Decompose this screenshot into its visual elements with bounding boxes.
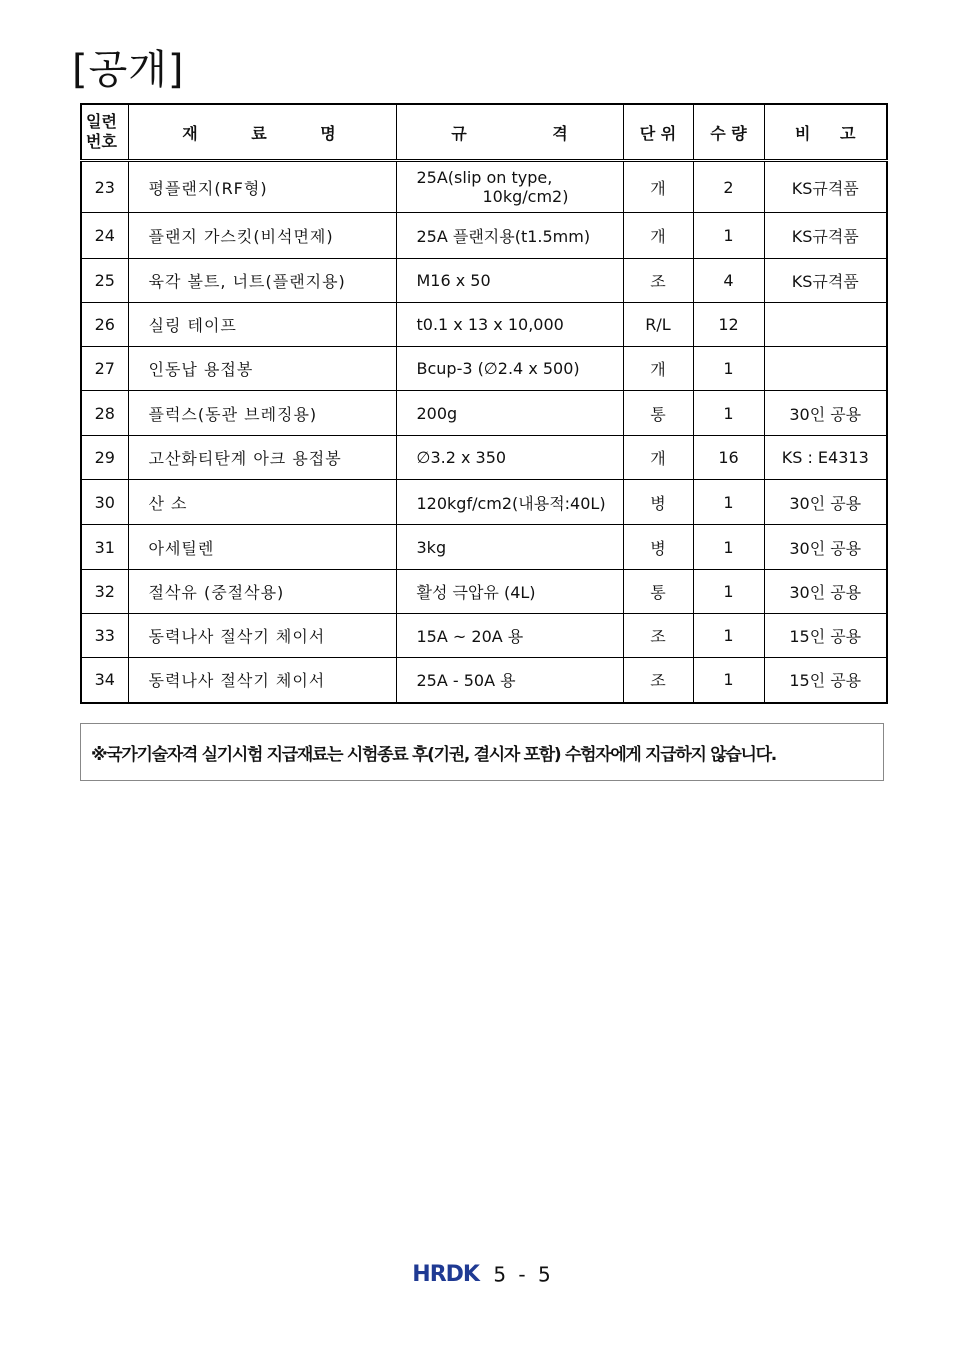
row-unit: 조 [623, 658, 693, 703]
row-material-name: 플랜지 가스킷(비석면제) [128, 213, 396, 259]
row-unit: 조 [623, 614, 693, 658]
row-material-name: 고산화티탄계 아크 용접봉 [128, 436, 396, 480]
row-unit: 병 [623, 525, 693, 570]
row-spec-line1: 25A(slip on type, [416, 168, 553, 187]
header-spec: 규 격 [396, 104, 623, 161]
row-quantity: 1 [693, 658, 764, 703]
row-number: 27 [81, 347, 128, 391]
table-row [81, 658, 887, 703]
table-row [81, 213, 887, 259]
row-spec: 25A - 50A 용 [396, 658, 623, 703]
table-row [81, 436, 887, 480]
row-note: 15인 공용 [764, 658, 887, 703]
row-unit: 통 [623, 391, 693, 436]
row-quantity: 1 [693, 213, 764, 259]
row-spec: 25A 플랜지용(t1.5mm) [396, 213, 623, 259]
header-quantity: 수 량 [693, 104, 764, 161]
table-row [81, 161, 887, 213]
row-spec: 3kg [396, 525, 623, 570]
row-number: 24 [81, 213, 128, 259]
row-quantity: 1 [693, 570, 764, 614]
header-serial-number [81, 104, 128, 161]
table-header-row [81, 104, 887, 161]
row-quantity: 1 [693, 347, 764, 391]
row-note: KS : E4313 [764, 436, 887, 480]
table-row [81, 347, 887, 391]
row-unit: 병 [623, 480, 693, 525]
table-row [81, 614, 887, 658]
table-row [81, 480, 887, 525]
row-number: 33 [81, 614, 128, 658]
row-quantity: 2 [693, 161, 764, 213]
row-spec: Bcup-3 (∅2.4 x 500) [396, 347, 623, 391]
row-material-name: 인동납 용접봉 [128, 347, 396, 391]
row-number: 32 [81, 570, 128, 614]
row-quantity: 4 [693, 259, 764, 303]
row-material-name: 평플랜지(RF형) [128, 161, 396, 213]
materials-table [80, 103, 888, 704]
row-spec: 15A ~ 20A 용 [396, 614, 623, 658]
header-unit: 단 위 [623, 104, 693, 161]
row-material-name: 동력나사 절삭기 체이서 [128, 658, 396, 703]
row-quantity: 12 [693, 303, 764, 347]
row-note: 15인 공용 [764, 614, 887, 658]
row-spec: 활성 극압유 (4L) [396, 570, 623, 614]
row-note [764, 347, 887, 391]
row-spec: M16 x 50 [396, 259, 623, 303]
row-spec: ∅3.2 x 350 [396, 436, 623, 480]
row-unit: 개 [623, 347, 693, 391]
page-footer [0, 1261, 966, 1287]
row-unit: 개 [623, 436, 693, 480]
hrdk-logo: HRDK [412, 1262, 479, 1287]
row-unit: 개 [623, 213, 693, 259]
table-row [81, 391, 887, 436]
header-serial-line2: 번호 [86, 132, 117, 151]
header-material-name: 재 료 명 [128, 104, 396, 161]
row-note: 30인 공용 [764, 391, 887, 436]
row-quantity: 1 [693, 525, 764, 570]
row-number: 29 [81, 436, 128, 480]
row-unit: R/L [623, 303, 693, 347]
table-row [81, 525, 887, 570]
row-unit: 개 [623, 161, 693, 213]
row-spec: 200g [396, 391, 623, 436]
row-spec-line2: 10kg/cm2) [482, 187, 569, 206]
row-material-name: 육각 볼트, 너트(플랜지용) [128, 259, 396, 303]
row-number: 25 [81, 259, 128, 303]
notice-text: ※국가기술자격 실기시험 지급재료는 시험종료 후(기권, 결시자 포함) 수험자에게 지급하지 않습니다. [91, 744, 776, 765]
row-quantity: 1 [693, 391, 764, 436]
row-material-name: 절삭유 (중절삭용) [128, 570, 396, 614]
row-note: 30인 공용 [764, 570, 887, 614]
row-number: 23 [81, 161, 128, 213]
row-note: KS규격품 [764, 213, 887, 259]
row-note: 30인 공용 [764, 480, 887, 525]
row-spec: t0.1 x 13 x 10,000 [396, 303, 623, 347]
row-material-name: 아세틸렌 [128, 525, 396, 570]
row-material-name: 실링 테이프 [128, 303, 396, 347]
row-material-name: 플럭스(동관 브레징용) [128, 391, 396, 436]
table-row [81, 570, 887, 614]
row-unit: 통 [623, 570, 693, 614]
row-note: KS규격품 [764, 161, 887, 213]
row-material-name: 산 소 [128, 480, 396, 525]
table-row [81, 303, 887, 347]
row-number: 26 [81, 303, 128, 347]
header-serial-line1: 일련 [86, 112, 117, 131]
table-row [81, 259, 887, 303]
row-number: 30 [81, 480, 128, 525]
row-quantity: 16 [693, 436, 764, 480]
row-number: 28 [81, 391, 128, 436]
row-note: KS규격품 [764, 259, 887, 303]
row-spec [396, 161, 623, 213]
row-spec: 120kgf/cm2(내용적:40L) [396, 480, 623, 525]
notice-box [80, 723, 884, 781]
row-quantity: 1 [693, 614, 764, 658]
row-number: 34 [81, 658, 128, 703]
row-material-name: 동력나사 절삭기 체이서 [128, 614, 396, 658]
row-unit: 조 [623, 259, 693, 303]
page-number: 5 - 5 [493, 1262, 554, 1287]
document-title: [공개] [72, 47, 185, 93]
row-note [764, 303, 887, 347]
row-number: 31 [81, 525, 128, 570]
header-note: 비 고 [764, 104, 887, 161]
row-note: 30인 공용 [764, 525, 887, 570]
row-quantity: 1 [693, 480, 764, 525]
